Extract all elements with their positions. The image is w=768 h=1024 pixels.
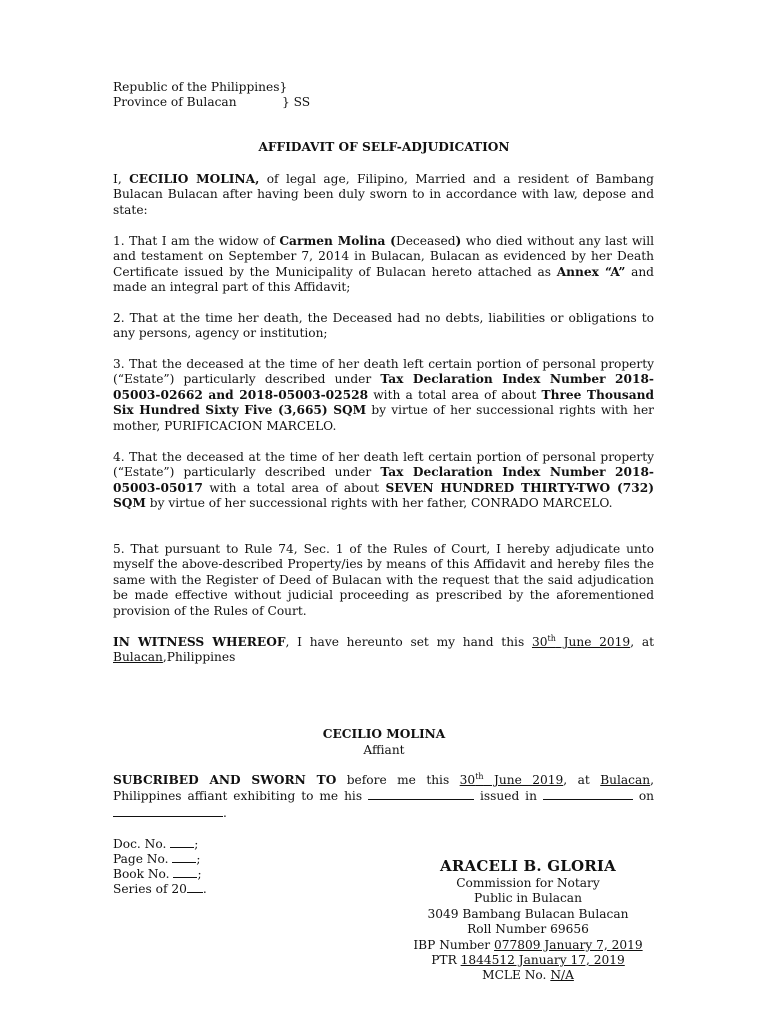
issued-place-blank bbox=[543, 788, 633, 800]
book-no bbox=[113, 866, 202, 882]
notary-commission: Commission for Notary Public in Bulacan bbox=[456, 876, 600, 906]
paragraph-4 bbox=[113, 450, 654, 512]
p4-text-2: with a total area of about bbox=[202, 480, 386, 495]
affiant-role-text: Affiant bbox=[363, 743, 405, 757]
p2-text: 2. That at the time her death, the Deceased had no debts, liabilities or obligations to any persons, agency or institution; bbox=[113, 311, 654, 341]
jurat-day: 30 bbox=[459, 773, 476, 787]
p4-text-3: by virtue of her successional rights with her father, CONRADO MARCELO. bbox=[145, 496, 613, 511]
p1-text-4: and made an integral part of this Affidavit; bbox=[113, 264, 654, 295]
notary-ptr-value: 1844512 January 17, 2019 bbox=[460, 953, 625, 968]
witness-paragraph bbox=[113, 635, 654, 666]
intro-text: of legal age, Filipino, Married and a resident of Bambang Bulacan Bulacan after having been duly sworn to in accordance with law, depose and state: bbox=[113, 172, 654, 217]
witness-day-sup: th bbox=[547, 633, 556, 643]
p3-area: Three Thousand Six Hundred Sixty Five (3,665) SQM bbox=[113, 387, 654, 418]
intro-pre: I, bbox=[113, 172, 130, 186]
witness-text-2: , at bbox=[630, 635, 654, 649]
p3-text-3: by virtue of her successional rights with her mother, PURIFICACION MARCELO. bbox=[113, 403, 655, 433]
page-no-label: Page No. bbox=[113, 852, 173, 866]
series-no bbox=[113, 881, 207, 897]
jurat-date bbox=[460, 773, 564, 787]
venue-republic bbox=[113, 80, 287, 95]
doc-no-blank bbox=[170, 836, 194, 848]
p4-area: SEVEN HUNDRED THIRTY-TWO (732) SQM bbox=[113, 480, 654, 511]
notary-mcle-label: MCLE No. bbox=[482, 968, 551, 983]
jurat-text-5: on bbox=[632, 789, 655, 804]
p3-tax-declaration: Tax Declaration Index Number 2018-05003-02662 and 2018-05003-02528 bbox=[113, 372, 654, 402]
venue-republic-text: Republic of the Philippines} bbox=[113, 80, 288, 94]
witness-day: 30 bbox=[531, 635, 548, 649]
notary-roll-number: Roll Number 69656 bbox=[467, 922, 589, 937]
issued-date-blank bbox=[113, 805, 223, 817]
book-no-end: ; bbox=[197, 867, 202, 881]
witness-date bbox=[532, 635, 630, 649]
doc-no bbox=[113, 836, 198, 852]
notary-ibp-value: 077809 January 7, 2019 bbox=[494, 937, 643, 952]
venue-province bbox=[113, 95, 237, 110]
intro-affiant-name: CECILIO MOLINA, bbox=[129, 172, 260, 186]
jurat-text-2: , at bbox=[563, 773, 601, 787]
jurat-heading: SUBCRIBED AND SWORN TO bbox=[113, 773, 337, 787]
paragraph-3 bbox=[113, 357, 654, 434]
document-title-text: AFFIDAVIT OF SELF-ADJUDICATION bbox=[258, 140, 510, 154]
p1-text-2: Deceased bbox=[395, 234, 456, 248]
jurat-place: Bulacan bbox=[600, 773, 651, 787]
p1-deceased-name: Carmen Molina ( bbox=[279, 234, 396, 248]
page-no-end: ; bbox=[196, 852, 201, 866]
jurat-text-3: , Philippines affiant exhibiting to me his bbox=[113, 773, 654, 804]
p3-text-2: with a total area of about bbox=[368, 387, 542, 402]
notary-mcle-value: N/A bbox=[550, 968, 574, 983]
page-no bbox=[113, 851, 200, 867]
p5-text: 5. That pursuant to Rule 74, Sec. 1 of the Rules of Court, I hereby adjudicate unto myself the above-described Property/ies by means of this Affidavit and hereby files the same with the Register of Deed of Bulacan with the request that the said adjudication be made effective without judicial proceeding as prescribed by the aforementioned provision of the Rules of Court. bbox=[113, 542, 654, 618]
jurat-text-4: issued in bbox=[474, 789, 543, 804]
p4-tax-declaration: Tax Declaration Index Number 2018-05003-05017 bbox=[113, 465, 654, 495]
notary-ibp-label: IBP Number bbox=[413, 937, 494, 952]
p1-bold-2: ) bbox=[455, 234, 462, 248]
jurat-month-year: June 2019 bbox=[483, 773, 564, 787]
p1-text-3: who died without any last will and testament on September 7, 2014 in Bulacan, Bulacan as evidenced by her Death Certificate issued by the Municipality of Bulacan hereto attached as bbox=[113, 234, 655, 279]
book-no-blank bbox=[173, 866, 197, 878]
jurat-text-1: before me this bbox=[336, 773, 460, 787]
notary-address: 3049 Bambang Bulacan Bulacan bbox=[427, 906, 629, 921]
witness-place: Bulacan bbox=[113, 650, 163, 665]
series-end: . bbox=[202, 882, 207, 896]
venue-ss-text: } SS bbox=[282, 95, 311, 109]
document-title bbox=[0, 140, 768, 155]
witness-text-1: , I have hereunto set my hand this bbox=[285, 635, 532, 649]
witness-heading: IN WITNESS WHEREOF bbox=[113, 635, 286, 649]
id-type-blank bbox=[368, 788, 474, 800]
book-no-label: Book No. bbox=[113, 867, 174, 881]
p1-annex: Annex “A” bbox=[556, 264, 626, 279]
p3-text-1: 3. That the deceased at the time of her death left certain portion of personal property (“Estate”) particularly described under bbox=[113, 357, 654, 387]
notary-block bbox=[403, 856, 653, 984]
paragraph-5 bbox=[113, 542, 654, 619]
venue-ss bbox=[282, 95, 310, 110]
venue-province-text: Province of Bulacan bbox=[113, 95, 237, 109]
doc-no-label: Doc. No. bbox=[113, 837, 171, 851]
p1-text-1: 1. That I am the widow of bbox=[113, 234, 280, 248]
series-blank bbox=[187, 881, 203, 893]
affiant-signature-name bbox=[0, 727, 768, 742]
jurat-day-sup: th bbox=[475, 771, 484, 781]
notary-ptr-label: PTR bbox=[431, 953, 461, 968]
jurat-paragraph bbox=[113, 773, 654, 821]
affiant-signature-role bbox=[0, 743, 768, 758]
intro-paragraph bbox=[113, 172, 654, 218]
notary-ptr bbox=[403, 953, 653, 968]
doc-no-end: ; bbox=[194, 837, 199, 851]
paragraph-1 bbox=[113, 234, 654, 296]
notary-name: ARACELI B. GLORIA bbox=[440, 857, 616, 875]
p4-text-1: 4. That the deceased at the time of her death left certain portion of personal property (“Estate”) particularly described under bbox=[113, 450, 654, 480]
jurat-text-6: . bbox=[223, 805, 227, 820]
page-no-blank bbox=[172, 851, 196, 863]
witness-text-3: ,Philippines bbox=[162, 650, 236, 665]
notary-mcle bbox=[403, 968, 653, 983]
witness-month-year: June 2019 bbox=[555, 635, 631, 649]
paragraph-2 bbox=[113, 311, 654, 342]
series-label: Series of 20 bbox=[113, 882, 187, 896]
affiant-name-text: CECILIO MOLINA bbox=[322, 727, 446, 741]
notary-ibp bbox=[403, 938, 653, 953]
